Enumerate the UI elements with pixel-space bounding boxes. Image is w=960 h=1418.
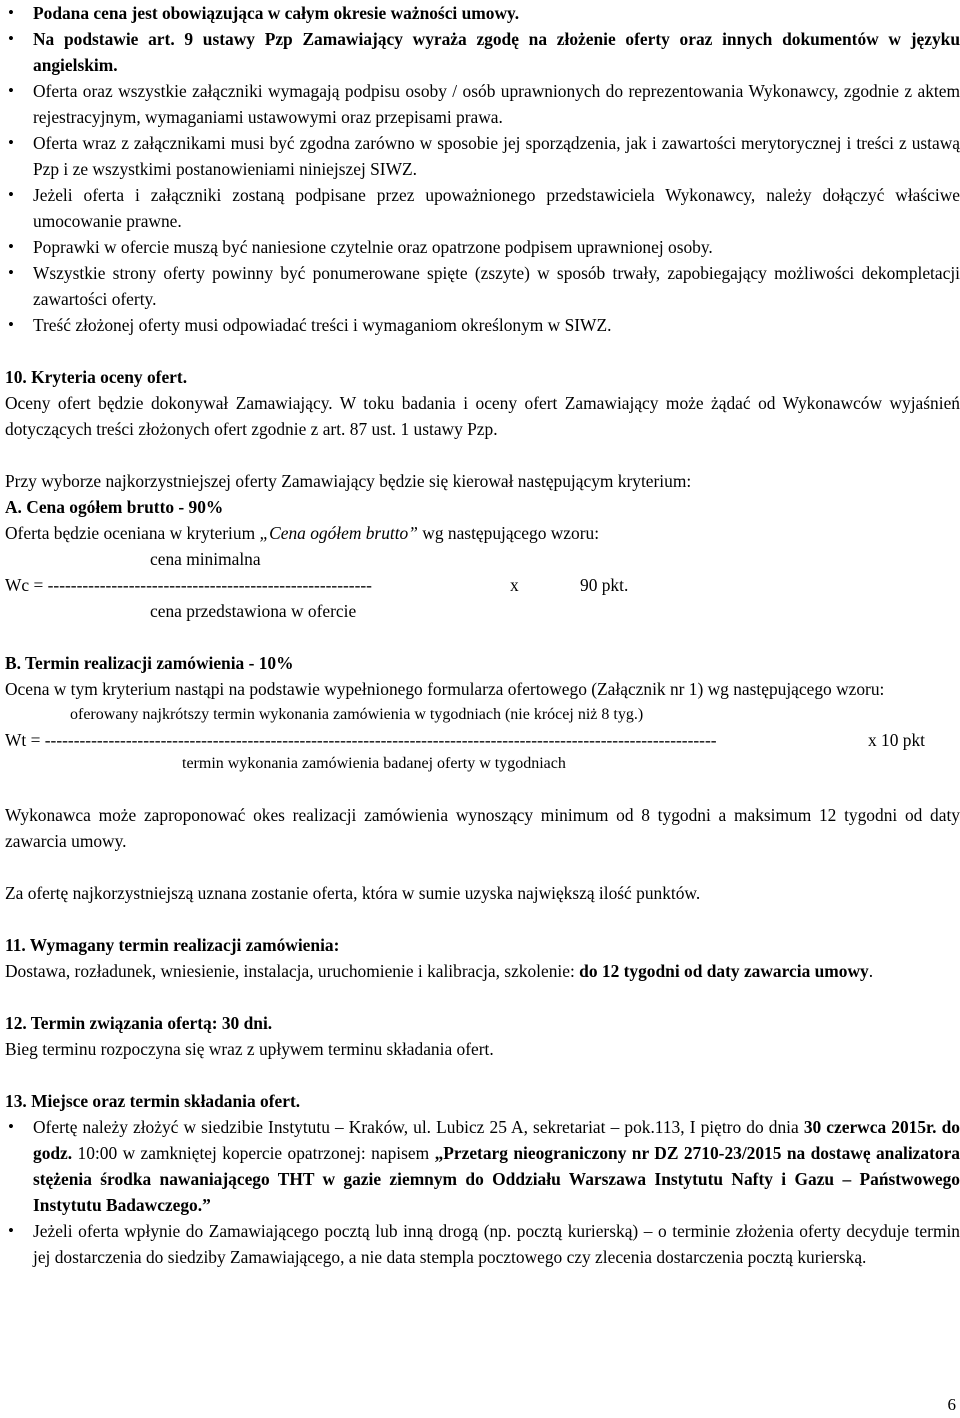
list-item-text: Poprawki w ofercie muszą być naniesione czytelnie oraz opatrzone podpisem uprawnionej osoby. bbox=[33, 237, 713, 257]
document-page bbox=[5, 0, 960, 1270]
list-item-text: Wszystkie strony oferty powinny być ponumerowane spięte (zszyte) w sposób trwały, zapobiegający możliwości dekompletacji zawartości oferty. bbox=[33, 263, 960, 309]
criterion-a-text: Oferta będzie oceniana w kryterium bbox=[5, 523, 260, 543]
list-item-text: Podana cena jest obowiązująca w całym okresie ważności umowy. bbox=[33, 3, 520, 23]
list-item-text: Jeżeli oferta wpłynie do Zamawiającego pocztą lub inną drogą (np. pocztą kurierską) – o terminie złożenia oferty decyduje termin jej dostarczenia do siedziby Zamawiającego, a nie data stempla pocztowego czy zlecenia dostarczenia pocztą kurierską. bbox=[33, 1221, 960, 1267]
page-number: 6 bbox=[947, 1395, 956, 1414]
section-10-paragraph-2: Przy wyborze najkorzystniejszej oferty Zamawiający będzie się kierował następującym kryterium: bbox=[5, 471, 692, 491]
section-12-paragraph: Bieg terminu rozpoczyna się wraz z upływem terminu składania ofert. bbox=[5, 1039, 494, 1059]
section-10-paragraph-3: Wykonawca może zaproponować okes realizacji zamówienia wynoszący minimum od 8 tygodni a maksimum 12 tygodni od daty zawarcia umowy. bbox=[5, 805, 960, 851]
list-item-text: Treść złożonej oferty musi odpowiadać treści i wymaganiom określonym w SIWZ. bbox=[33, 315, 612, 335]
section-10-paragraph-4: Za ofertę najkorzystniejszą uznana zostanie oferta, która w sumie uzyska największą ilość punktów. bbox=[5, 883, 701, 903]
section-12-heading: 12. Termin związania ofertą: 30 dni. bbox=[5, 1013, 273, 1033]
criterion-b-description: Ocena w tym kryterium nastąpi na podstawie wypełnionego formularza ofertowego (Załącznik nr 1) wg następującego wzoru: bbox=[5, 679, 885, 699]
formula-b-denominator: termin wykonania zamówienia badanej oferty w tygodniach bbox=[182, 755, 566, 772]
list-item-text: Ofertę należy złożyć w siedzibie Instytutu – Kraków, ul. Lubicz 25 A, sekretariat – pok.113, I piętro do dnia bbox=[33, 1117, 804, 1137]
formula-b-points: x 10 pkt bbox=[868, 730, 926, 750]
formula-a-multiply: x bbox=[510, 575, 519, 595]
formula-a-points: 90 pkt. bbox=[580, 575, 629, 595]
section-11-period: . bbox=[868, 961, 874, 981]
criterion-a-text-end: wg następującego wzoru: bbox=[417, 523, 600, 543]
list-item bbox=[5, 0, 960, 26]
criterion-a-name: „Cena ogółem brutto” bbox=[259, 523, 418, 543]
list-item bbox=[5, 312, 960, 338]
section-11-text: Dostawa, rozładunek, wniesienie, instalacja, uruchomienie i kalibracja, szkolenie: bbox=[5, 961, 580, 981]
criterion-a-description bbox=[5, 520, 960, 546]
formula-a-numerator: cena minimalna bbox=[150, 549, 261, 569]
list-item-text: Na podstawie art. 9 ustawy Pzp Zamawiający wyraża zgodę na złożenie oferty oraz innych dokumentów w języku angielskim. bbox=[33, 29, 960, 75]
list-item-text: 10:00 w zamkniętej kopercie opatrzonej: napisem bbox=[72, 1143, 435, 1163]
list-item bbox=[5, 260, 960, 312]
section-11-heading: 11. Wymagany termin realizacji zamówienia: bbox=[5, 935, 340, 955]
submission-list bbox=[5, 1114, 960, 1270]
formula-a-lhs: Wc = -------------------------------------------------------- bbox=[5, 575, 372, 595]
formula-b-lhs: Wt = -------------------------------------------------------------------------------------------------------------------- bbox=[5, 730, 717, 750]
section-11-paragraph bbox=[5, 958, 960, 984]
formula-b bbox=[5, 702, 960, 776]
criterion-a-heading: A. Cena ogółem brutto - 90% bbox=[5, 497, 224, 517]
list-item-text: Oferta wraz z załącznikami musi być zgodna zarówno w sposobie jej sporządzenia, jak i zawartości merytorycznej i treści z ustawą Pzp i ze wszystkimi postanowieniami niniejszej SIWZ. bbox=[33, 133, 960, 179]
list-item bbox=[5, 130, 960, 182]
section-11-deadline: do 12 tygodni od daty zawarcia umowy bbox=[579, 961, 869, 981]
list-item-text: 30 czerwca 2015r. do godz. bbox=[33, 1117, 960, 1163]
formula-b-numerator: oferowany najkrótszy termin wykonania zamówienia w tygodniach (nie krócej niż 8 tyg.) bbox=[70, 706, 644, 723]
list-item bbox=[5, 1218, 960, 1270]
criterion-b-heading: B. Termin realizacji zamówienia - 10% bbox=[5, 653, 294, 673]
list-item bbox=[5, 234, 960, 260]
list-item-text: Jeżeli oferta i załączniki zostaną podpisane przez upoważnionego przedstawiciela Wykonawcy, należy dołączyć właściwe umocowanie prawne. bbox=[33, 185, 960, 231]
requirements-list bbox=[5, 0, 960, 338]
list-item-text: Oferta oraz wszystkie załączniki wymagają podpisu osoby / osób uprawnionych do reprezentowania Wykonawcy, zgodnie z aktem rejestracyjnym, wymaganiami ustawowymi oraz przepisami prawa. bbox=[33, 81, 960, 127]
formula-a bbox=[5, 546, 960, 624]
list-item bbox=[5, 26, 960, 78]
formula-a-denominator: cena przedstawiona w ofercie bbox=[150, 601, 357, 621]
list-item bbox=[5, 78, 960, 130]
section-13-heading: 13. Miejsce oraz termin składania ofert. bbox=[5, 1091, 301, 1111]
list-item bbox=[5, 182, 960, 234]
list-item bbox=[5, 1114, 960, 1218]
section-10-paragraph-1: Oceny ofert będzie dokonywał Zamawiający. W toku badania i oceny ofert Zamawiający może żądać od Wykonawców wyjaśnień dotyczących treści złożonych ofert zgodnie z art. 87 ust. 1 ustawy Pzp. bbox=[5, 393, 960, 439]
section-10-heading: 10. Kryteria oceny ofert. bbox=[5, 367, 188, 387]
list-item-text: „Przetarg nieograniczony nr DZ 2710-23/2015 na dostawę analizatora stężenia środka nawaniającego THT w gazie ziemnym do Oddziału Warszawa Instytutu Nafty i Gazu – Państwowego Instytutu Badawczego.” bbox=[33, 1143, 960, 1215]
